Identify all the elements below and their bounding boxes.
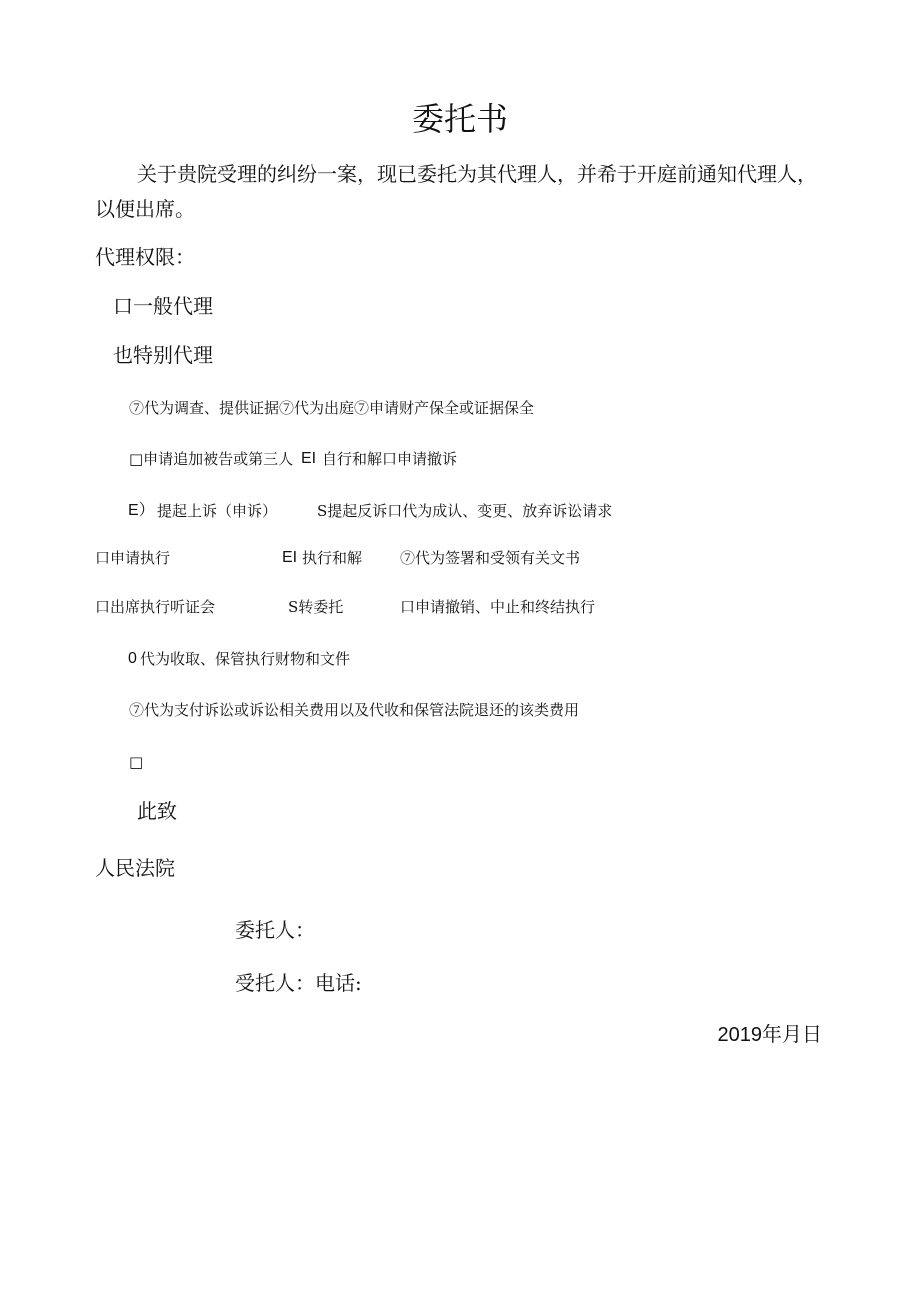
- power-row-1: ⑦代为调查、提供证据⑦代为出庭⑦申请财产保全或证据保全: [129, 399, 535, 417]
- document-title: 委托书: [411, 100, 508, 138]
- date-year: 2019: [717, 1024, 762, 1046]
- power-row-4-part-1: 口申请执行: [95, 549, 171, 567]
- power-row-2-part-1: □申请追加被告或第三人: [129, 450, 294, 468]
- power-row-2-part-2: 自行和解口申请撤诉: [322, 450, 458, 468]
- intro-line-2: 以便出席。: [95, 197, 195, 221]
- power-row-5-part-2: S转委托: [288, 598, 344, 616]
- power-row-5-part-3: 口申请撤销、中止和终结执行: [400, 598, 596, 616]
- power-row-5-part-1: 口出席执行听证会: [95, 598, 216, 616]
- power-row-4-mark: EI: [282, 549, 298, 566]
- closing-salutation: 此致: [137, 799, 177, 823]
- document-date: [718, 1024, 823, 1045]
- power-row-4-part-2: 执行和解: [302, 549, 363, 567]
- date-suffix: 年月日: [762, 1022, 822, 1046]
- option-general-agency: 口一般代理: [113, 294, 213, 318]
- option-special-agency: 也特别代理: [113, 343, 213, 367]
- power-row-3-part-2: S提起反诉口代为成认、变更、放弃诉讼请求: [317, 502, 613, 520]
- scope-label: 代理权限：: [95, 245, 195, 269]
- power-row-8: □: [129, 753, 144, 771]
- power-row-3-mark: E）: [128, 502, 155, 519]
- court-name: 人民法院: [95, 856, 175, 880]
- power-row-2-mark: EI: [301, 450, 317, 467]
- power-row-7: ⑦代为支付诉讼或诉讼相关费用以及代收和保管法院退还的该类费用: [129, 701, 580, 719]
- power-row-6-text: 代为收取、保管执行财物和文件: [140, 650, 351, 668]
- power-row-3-part-1: 提起上诉（申诉）: [157, 502, 278, 520]
- intro-line-1: 关于贵院受理的纠纷一案，现已委托为其代理人，并希于开庭前通知代理人，: [137, 162, 817, 186]
- power-row-6-mark: 0: [128, 650, 137, 667]
- power-row-4-part-3: ⑦代为签署和受领有关文书: [400, 549, 581, 567]
- principal-label: 委托人：: [235, 918, 315, 942]
- agent-phone-label: 受托人：电话:: [235, 971, 362, 995]
